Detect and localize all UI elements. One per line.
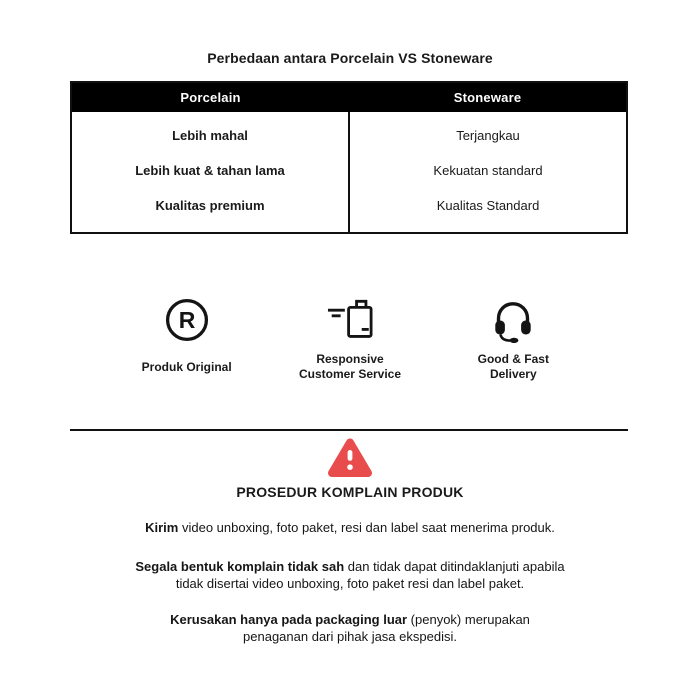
table-cell: Kekuatan standard [433,163,543,178]
column-header-stoneware: Stoneware [453,90,522,105]
feature-fast-delivery [432,296,595,382]
comparison-table-header [72,83,626,112]
complaint-instruction-3: Kerusakan hanya pada packaging luar (penyok) merupakan penaganan dari pihak jasa ekspedisi. [170,612,530,644]
page-title: Perbedaan antara Porcelain VS Stoneware [207,50,493,66]
complaint-section-heading: PROSEDUR KOMPLAIN PRODUK [236,484,464,500]
headset-icon [489,296,537,344]
complaint-instruction-2: Segala bentuk komplain tidak sah dan tidak dapat ditindaklanjuti apabila tidak disertai video unboxing, foto paket resi dan label paket. [135,559,565,591]
complaint-instruction-1: Kirim video unboxing, foto paket, resi dan label saat menerima produk. [145,520,555,535]
table-cell: Terjangkau [456,128,520,143]
warning-triangle-icon [0,436,700,478]
porcelain-column [72,112,350,232]
feature-label: Good & Fast Delivery [477,352,549,381]
column-header-porcelain: Porcelain [180,90,241,105]
feature-label: Responsive Customer Service [298,352,402,381]
feature-label: Produk Original [141,359,232,374]
table-cell: Kualitas Standard [436,198,540,213]
svg-text:R: R [178,307,195,333]
shipping-box-icon [324,296,376,344]
table-cell: Lebih mahal [172,128,248,143]
comparison-table [70,81,628,234]
registered-trademark-icon [164,296,210,344]
table-cell: Lebih kuat & tahan lama [135,163,285,178]
feature-original-product [105,296,268,382]
section-divider [70,429,628,431]
feature-customer-service [268,296,431,382]
feature-badges [105,296,595,382]
table-cell: Kualitas premium [155,198,265,213]
comparison-table-body [72,112,626,232]
stoneware-column [350,112,626,232]
